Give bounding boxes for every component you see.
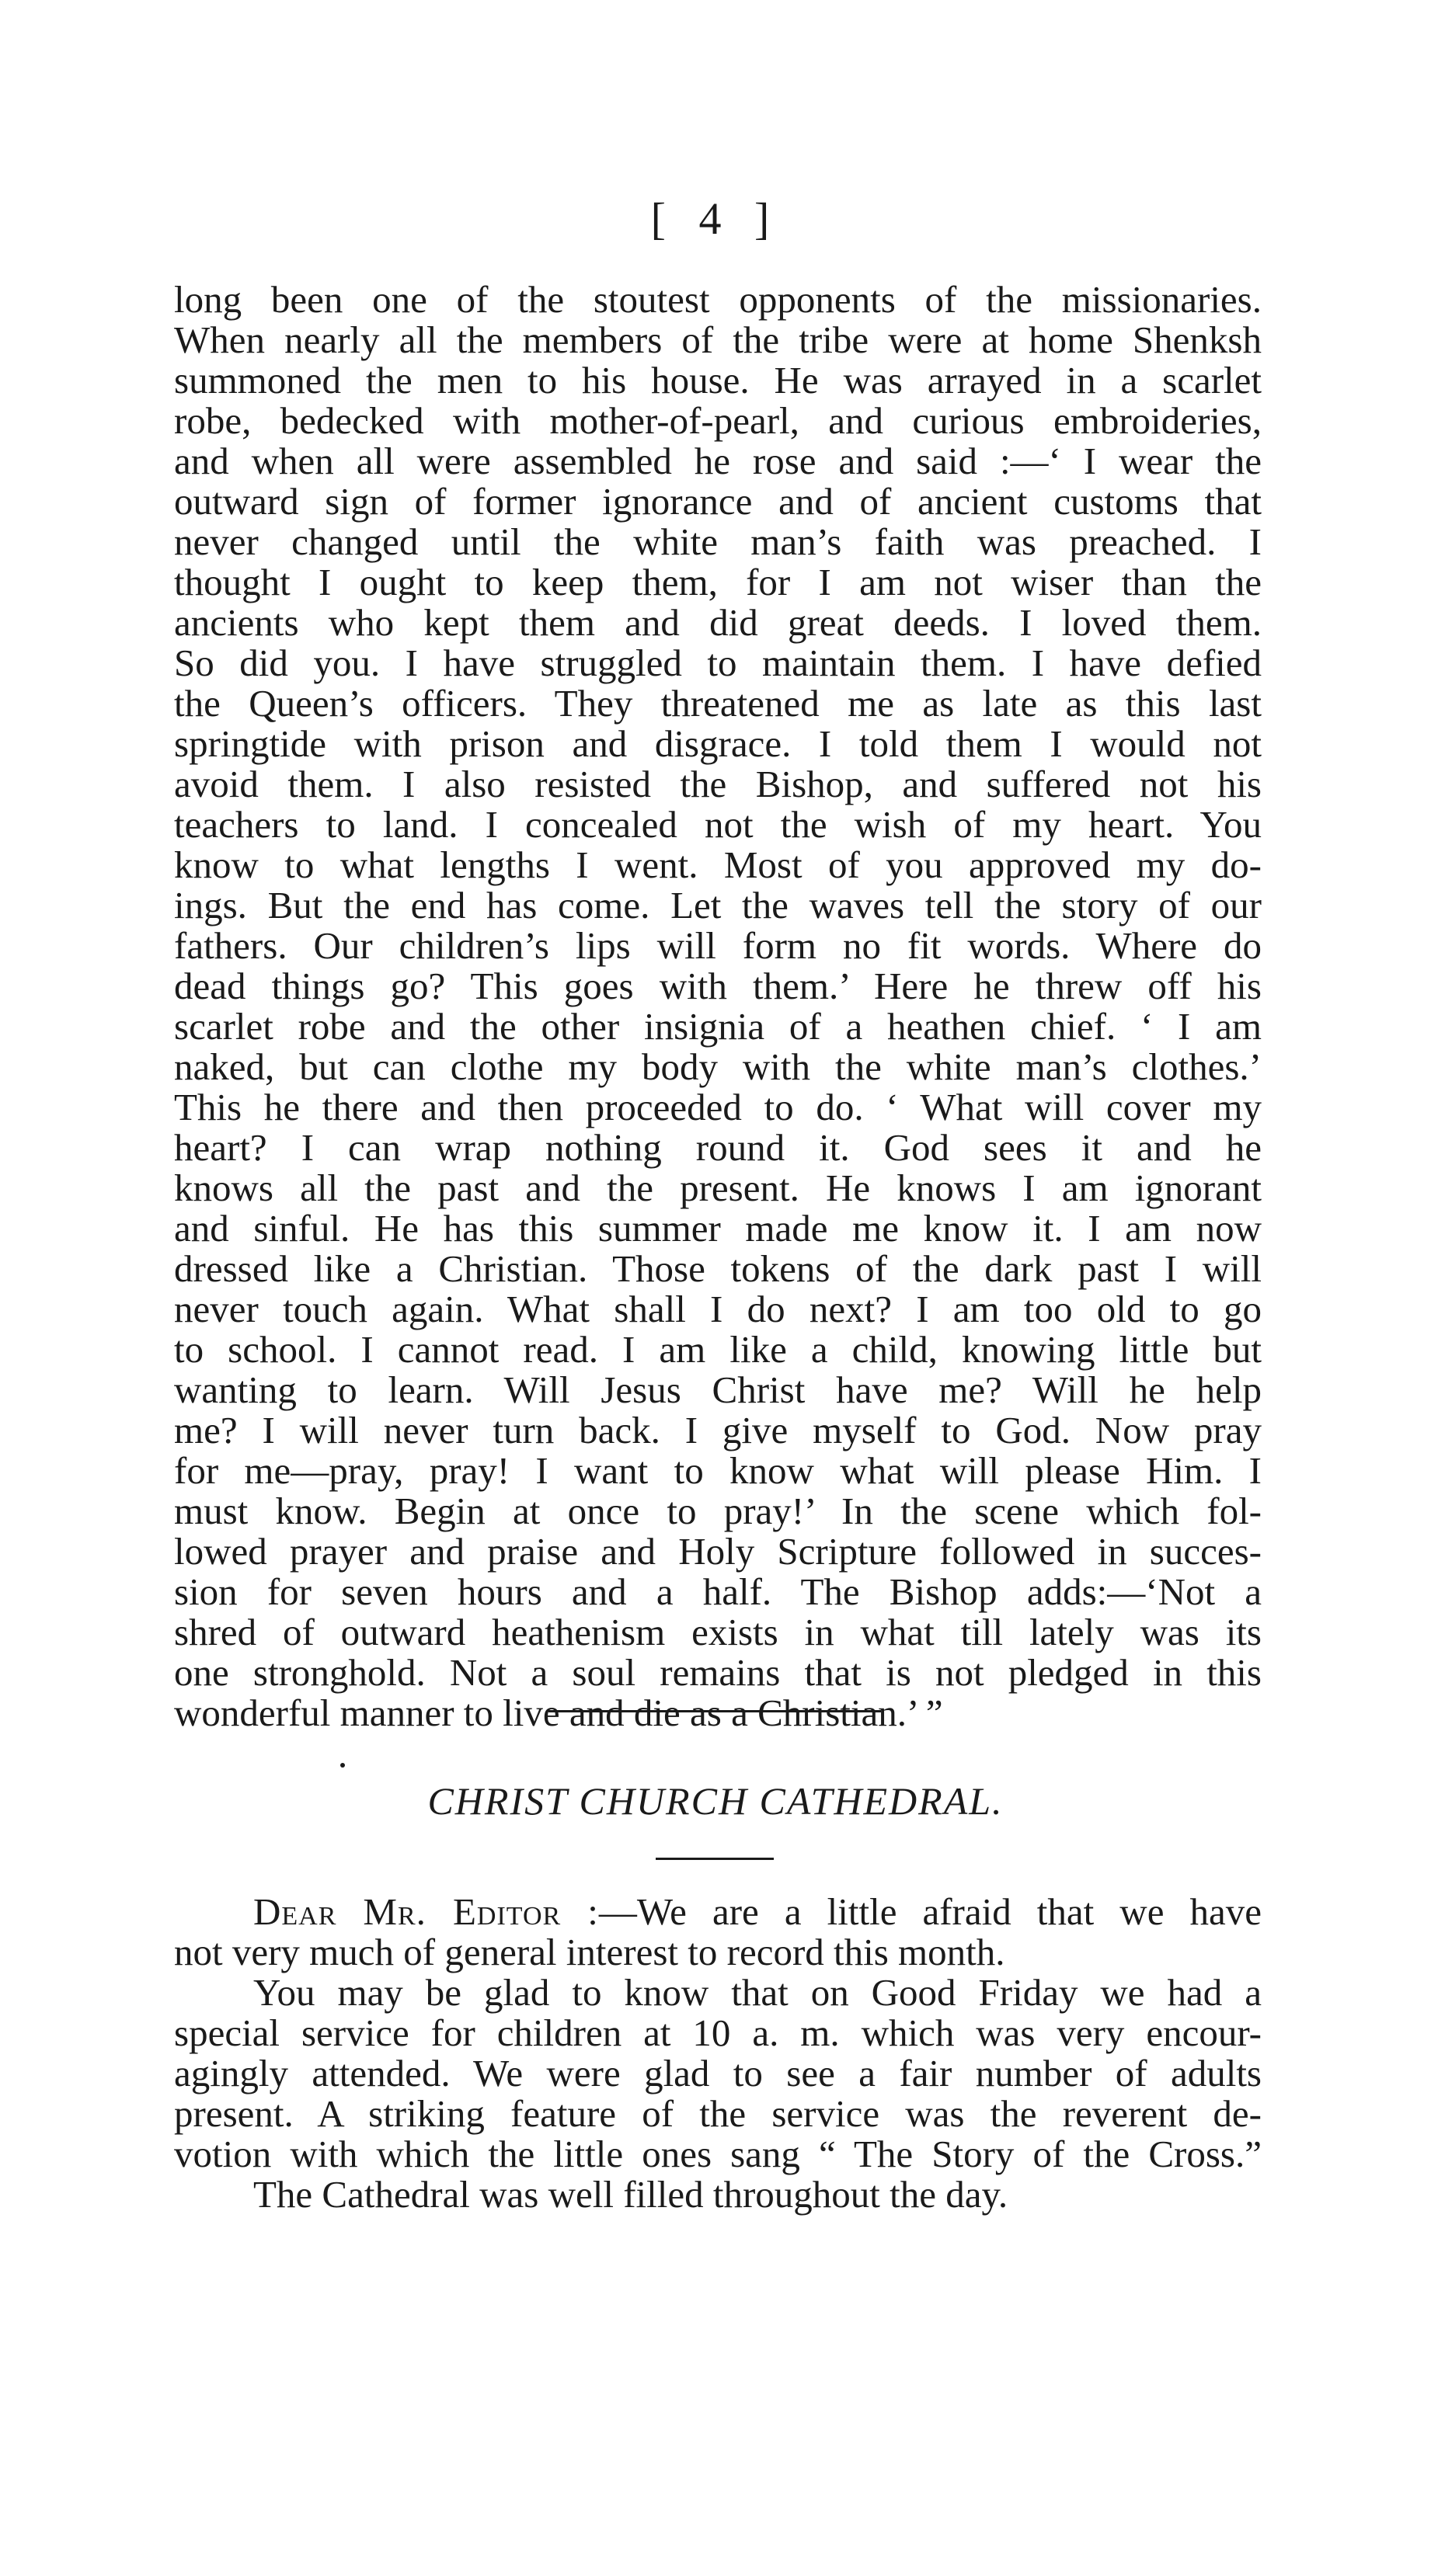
text-line: fathers. Our children’s lips will form no fit words. Where do bbox=[174, 924, 1262, 967]
text-line: robe, bedecked with mother-of-pearl, and curious embroideries, bbox=[174, 399, 1262, 442]
text-line: shred of outward heathenism exists in what till lately was its bbox=[174, 1611, 1262, 1653]
text-line: dressed like a Christian. Those tokens of the dark past I will bbox=[174, 1247, 1262, 1290]
section-heading: CHRIST CHURCH CATHEDRAL. bbox=[427, 1779, 1004, 1823]
text-line: dead things go? This goes with them.’ Here he threw off his bbox=[174, 965, 1262, 1007]
text-line: votion with which the little ones sang “ The Story of the Cross.” bbox=[174, 2133, 1262, 2175]
text-line: avoid them. I also resisted the Bishop, and suffered not his bbox=[174, 763, 1262, 805]
text-line: agingly attended. We were glad to see a fair number of adults bbox=[174, 2052, 1262, 2095]
article-text bbox=[174, 280, 1262, 1733]
letter-opening-text: —We are a little afraid that we have bbox=[598, 1890, 1262, 1933]
text-line: not very much of general interest to record this month. bbox=[174, 1931, 1005, 1973]
text-line: special service for children at 10 a. m. which was very encour- bbox=[174, 2011, 1262, 2054]
text-line: thought I ought to keep them, for I am not wiser than the bbox=[174, 561, 1262, 603]
text-line: ings. But the end has come. Let the waves tell the story of our bbox=[174, 884, 1262, 926]
letter-text bbox=[174, 1892, 1262, 2215]
text-line: one stronghold. Not a soul remains that is not pledged in this bbox=[174, 1651, 1262, 1694]
text-line: You may be glad to know that on Good Friday we had a bbox=[253, 1971, 1262, 2014]
text-line: outward sign of former ignorance and of ancient customs that bbox=[174, 480, 1262, 523]
text-line: never touch again. What shall I do next? I am too old to go bbox=[174, 1288, 1262, 1330]
section-divider bbox=[548, 1710, 881, 1712]
text-line: The Cathedral was well filled throughout the day. bbox=[253, 2173, 1008, 2216]
text-line: wanting to learn. Will Jesus Christ have me? Will he help bbox=[174, 1368, 1262, 1411]
text-line: present. A striking feature of the service was the reverent de- bbox=[174, 2092, 1262, 2135]
salutation: Dear Mr. Editor : bbox=[253, 1890, 599, 1933]
text-line: knows all the past and the present. He knows I am ignorant bbox=[174, 1166, 1262, 1209]
text-line: wonderful manner to live and die as a Christian.’ ” bbox=[174, 1691, 943, 1734]
text-line: This he there and then proceeded to do. ‘ What will cover my bbox=[174, 1086, 1262, 1128]
print-speck bbox=[340, 1763, 345, 1768]
letter-opening-line bbox=[174, 1892, 1262, 1932]
text-line: scarlet robe and the other insignia of a heathen chief. ‘ I am bbox=[174, 1005, 1262, 1048]
page-number: [ 4 ] bbox=[650, 193, 781, 244]
text-line: lowed prayer and praise and Holy Scripture followed in succes- bbox=[174, 1530, 1262, 1573]
heading-underline bbox=[656, 1858, 774, 1860]
text-line: So did you. I have struggled to maintain them. I have defied bbox=[174, 641, 1262, 684]
text-line: must know. Begin at once to pray!’ In the scene which fol- bbox=[174, 1490, 1262, 1532]
text-line: naked, but can clothe my body with the white man’s clothes.’ bbox=[174, 1045, 1262, 1088]
text-line: for me—pray, pray! I want to know what will please Him. I bbox=[174, 1449, 1262, 1492]
text-line: teachers to land. I concealed not the wish of my heart. You bbox=[174, 803, 1262, 846]
text-line: springtide with prison and disgrace. I told them I would not bbox=[174, 722, 1262, 765]
text-line: sion for seven hours and a half. The Bishop adds:—‘Not a bbox=[174, 1570, 1262, 1613]
text-line: When nearly all the members of the tribe were at home Shenksh bbox=[174, 318, 1262, 361]
text-line: me? I will never turn back. I give myself to God. Now pray bbox=[174, 1409, 1262, 1451]
text-line: summoned the men to his house. He was arrayed in a scarlet bbox=[174, 359, 1262, 402]
text-line: heart? I can wrap nothing round it. God sees it and he bbox=[174, 1126, 1262, 1169]
text-line: never changed until the white man’s faith was preached. I bbox=[174, 520, 1262, 563]
text-line: know to what lengths I went. Most of you approved my do- bbox=[174, 843, 1262, 886]
text-line: the Queen’s officers. They threatened me as late as this last bbox=[174, 682, 1262, 725]
text-line: to school. I cannot read. I am like a child, knowing little but bbox=[174, 1328, 1262, 1371]
text-line: and when all were assembled he rose and said :—‘ I wear the bbox=[174, 440, 1262, 482]
text-line: and sinful. He has this summer made me know it. I am now bbox=[174, 1207, 1262, 1250]
text-line: ancients who kept them and did great deeds. I loved them. bbox=[174, 601, 1262, 644]
text-line: long been one of the stoutest opponents of the missionaries. bbox=[174, 278, 1262, 321]
